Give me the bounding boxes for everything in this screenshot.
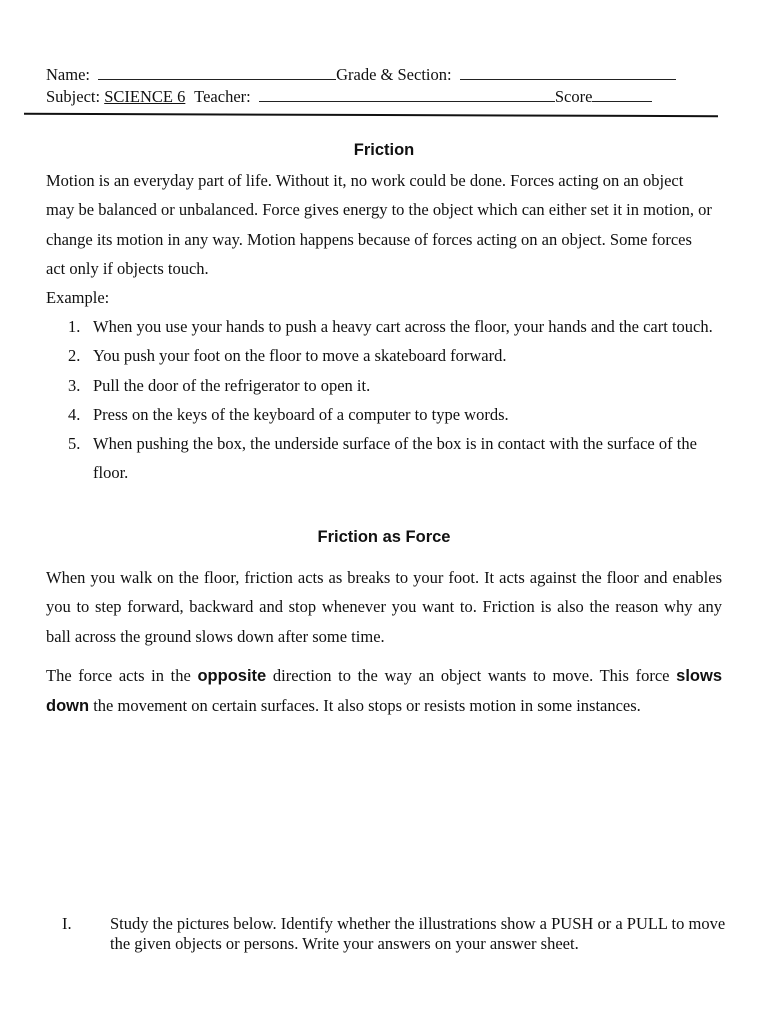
list-item-number: 5. xyxy=(68,434,81,454)
list-item-number: 2. xyxy=(68,346,81,366)
list-item-text: Press on the keys of the keyboard of a computer to type words. xyxy=(93,404,509,424)
header-row-name xyxy=(46,64,676,85)
score-label: Score xyxy=(554,87,593,106)
list-item-text: You push your foot on the floor to move a skateboard forward. xyxy=(93,346,507,366)
list-item-number: 3. xyxy=(68,375,81,395)
example-list xyxy=(46,312,714,488)
teacher-blank xyxy=(259,86,555,102)
teacher-label: Teacher: xyxy=(194,87,251,106)
list-item xyxy=(46,400,714,429)
friction-walk-paragraph: When you walk on the floor, friction acts as breaks to your foot. It acts against the floor and enables you to step forward, backward and stop whenever you want to. Friction is also the reason why any ball across the ground slows down after some time. xyxy=(46,568,722,646)
p3-text-a: The force acts in the xyxy=(46,666,191,685)
section-title-friction: Friction xyxy=(353,141,415,159)
grade-section-blank xyxy=(460,64,676,80)
p3-text-b: direction to the way an object wants to move. This force xyxy=(272,666,670,685)
list-item xyxy=(46,429,714,488)
instruction-text: Study the pictures below. Identify whether the illustrations show a PUSH or a PULL to move the given objects or persons. Write your answers on your answer sheet. xyxy=(110,914,726,953)
list-item xyxy=(46,312,714,341)
subject-label: Subject: xyxy=(46,87,101,106)
list-item xyxy=(46,341,714,370)
grade-section-label: Grade & Section: xyxy=(336,65,452,84)
header-divider xyxy=(24,113,718,117)
list-item-number: 1. xyxy=(68,317,81,336)
subject-value: SCIENCE 6 xyxy=(104,87,186,106)
name-blank xyxy=(98,64,336,80)
p3-text-c: the movement on certain surfaces. It also stops or resists motion in some instances. xyxy=(93,696,641,716)
list-item-text: When pushing the box, the underside surface of the box is in contact with the surface of the floor. xyxy=(93,434,697,483)
instruction-numeral: I. xyxy=(62,914,72,933)
section-title-friction-as-force: Friction as Force xyxy=(317,528,451,546)
list-item-text: Pull the door of the refrigerator to open it. xyxy=(93,375,371,395)
list-item-text: When you use your hands to push a heavy cart across the floor, your hands and the cart touch. xyxy=(93,317,713,336)
score-blank xyxy=(592,86,652,102)
opposite-force-paragraph xyxy=(46,661,722,722)
intro-paragraph: Motion is an everyday part of life. Without it, no work could be done. Forces acting on an object may be balanced or unbalanced. Force gives energy to the object which can either set it in motion, or change its motion in any way. Motion happens because of forces acting on an object. Some forces act only if objects touch. xyxy=(46,171,712,278)
emphasis-slows-down: slows down xyxy=(46,667,722,716)
name-label: Name: xyxy=(46,65,90,84)
list-item-number: 4. xyxy=(68,404,81,424)
header-row-subject xyxy=(46,86,652,107)
list-item xyxy=(46,371,714,400)
example-label: Example: xyxy=(46,288,110,307)
emphasis-opposite: opposite xyxy=(197,667,267,685)
